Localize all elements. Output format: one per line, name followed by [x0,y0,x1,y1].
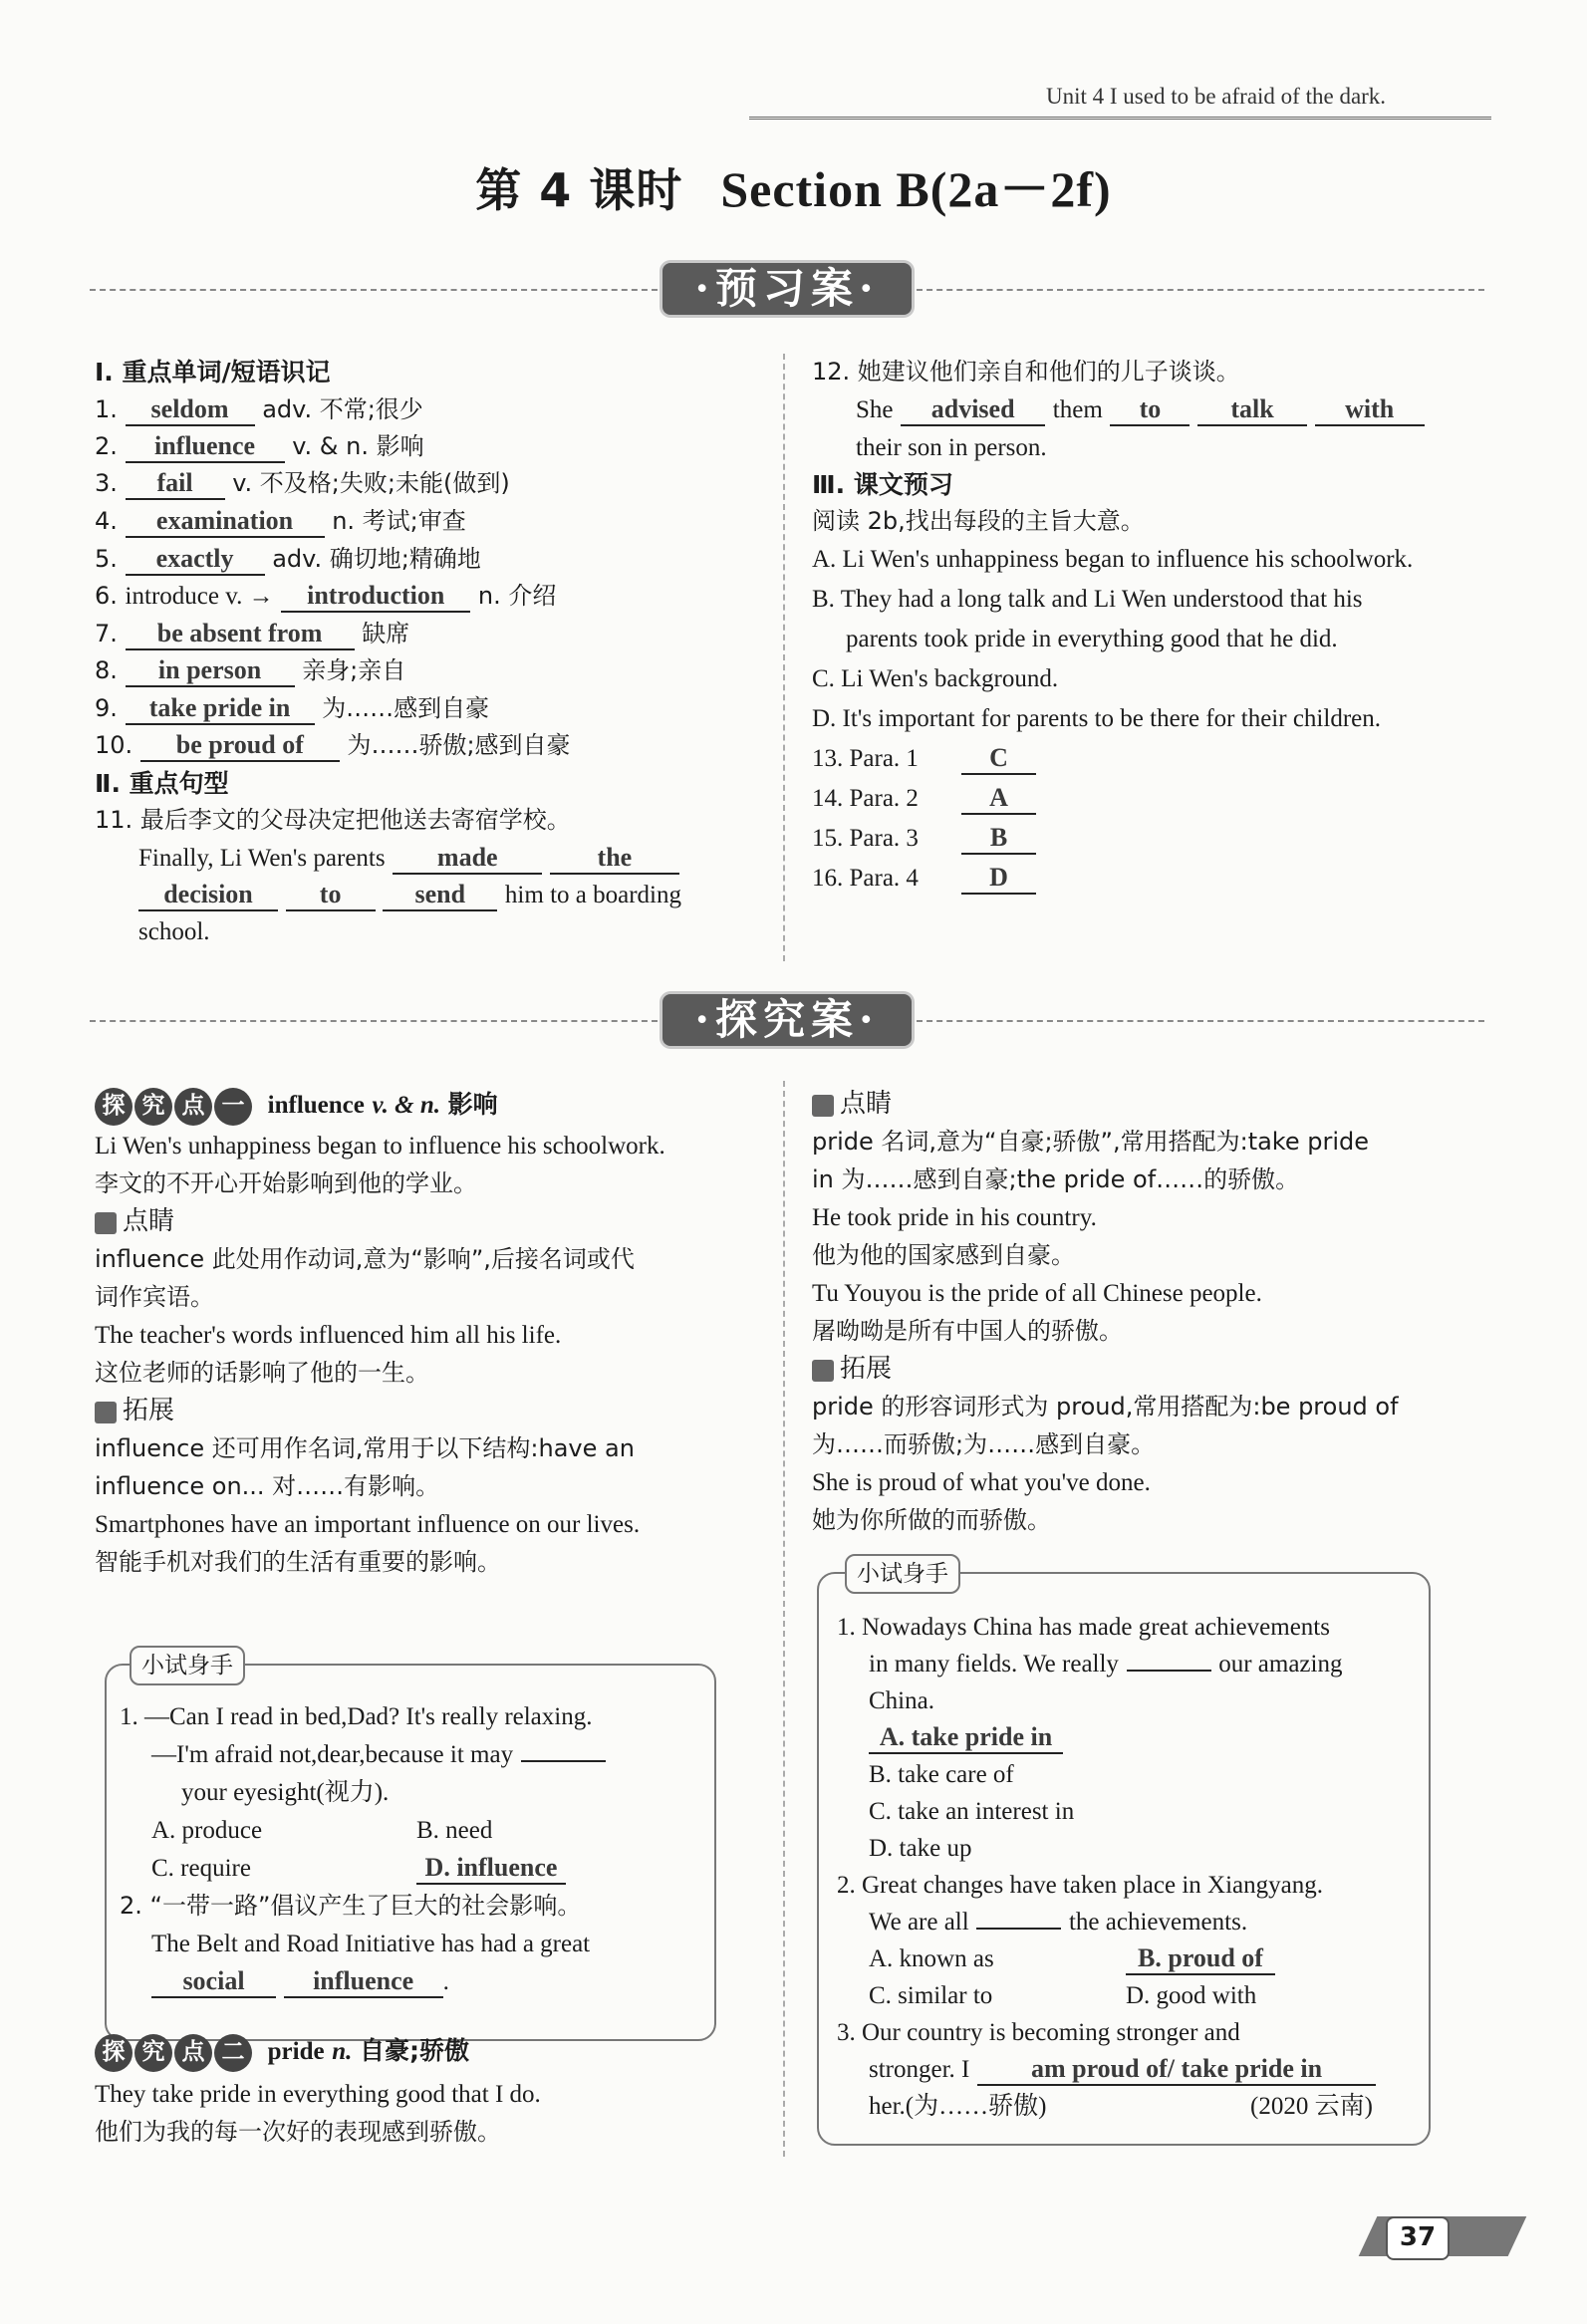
question-answer: social influence . [151,1963,449,2000]
example-en: They take pride in everything good that I do. [95,2081,541,2108]
q11-line3: school. [138,918,210,945]
page-number: 37 [1386,2216,1450,2260]
pencil-icon [95,1402,117,1423]
section-3-title: Ⅲ. 课文预习 [812,470,953,499]
extension-text: 为……而骄傲;为……感到自豪。 [812,1430,1156,1458]
tip-text: pride 名词,意为“自豪;骄傲”,常用搭配为:take pride [812,1128,1370,1156]
tip-example-zh: 这位老师的话影响了他的一生。 [95,1359,429,1387]
vocab-item: 2. influence v. & n. 影响 [95,428,424,465]
explore-banner: ·探究案· [662,994,912,1046]
answer-blank: fail [126,468,225,500]
vocab-item: 3. fail v. 不及格;失败;未能(做到) [95,465,510,502]
vocab-item: 10. be proud of 为……骄傲;感到自豪 [95,727,571,764]
tip-text: in 为……感到自豪;the pride of……的骄傲。 [812,1165,1300,1193]
column-divider-top [783,354,785,961]
answer-blank: influence [126,431,285,463]
answer-blank: send [383,880,497,911]
question-text: The Belt and Road Initiative has had a great [151,1931,591,1957]
extension-text: influence 还可用作名词,常用于以下结构:have an [95,1434,635,1462]
answer-blank [976,1928,1061,1930]
answer-blank: influence [284,1966,443,1998]
q12-line1: She advised them to talk with [856,391,1425,428]
key-point-1-heading: 探 究 点 一 influence v. & n. 影响 [95,1086,498,1126]
vocab-item: 5. exactly adv. 确切地;精确地 [95,541,481,578]
example-zh: 李文的不开心开始影响到他的学业。 [95,1169,477,1197]
question-text: in many fields. We really our amazing [869,1651,1343,1678]
section-1-title: Ⅰ. 重点单词/短语识记 [95,358,331,387]
key-point-2-heading: 探 究 点 二 pride n. 自豪;骄傲 [95,2032,469,2072]
answer-blank: B [961,823,1036,855]
practice-tab: 小试身手 [130,1646,245,1685]
extension-heading: 拓展 [812,1351,892,1388]
answer-blank: C [961,743,1036,775]
extension-text: pride 的形容词形式为 proud,常用搭配为:be proud of [812,1393,1399,1420]
answer-blank: examination [126,506,325,538]
q12-prompt: 12. 她建议他们亲自和他们的儿子谈谈。 [812,358,1240,386]
extension-text: influence on... 对……有影响。 [95,1472,440,1500]
vocab-item: 1. seldom adv. 不常;很少 [95,391,423,428]
answer-blank: made [393,843,542,875]
answer-blank: advised [901,394,1045,426]
option-a: A. Li Wen's unhappiness began to influence his schoolwork. [812,546,1414,573]
tip-text: 词作宾语。 [95,1283,214,1311]
header-rule [749,117,1491,120]
vocab-item: 6. introduce v. → introduction n. 介绍 [95,578,556,615]
example-en: Tu Youyou is the pride of all Chinese people. [812,1280,1262,1307]
q11-line1: Finally, Li Wen's parents made the [138,840,679,877]
para-item: 13. Para. 1 C [812,740,1036,777]
question-text: 3. Our country is becoming stronger and [837,2019,1240,2046]
extension-example-en: She is proud of what you've done. [812,1469,1151,1496]
option-b-cont: parents took pride in everything good that he did. [846,626,1338,652]
unit-header: Unit 4 I used to be afraid of the dark. [1046,84,1387,109]
question-text: —I'm afraid not,dear,because it may [151,1736,606,1773]
practice-tab: 小试身手 [845,1554,960,1594]
para-item: 16. Para. 4 D [812,860,1036,897]
tip-heading: 点睛 [95,1203,174,1240]
answer-blank: A [961,783,1036,815]
page-title [0,149,1587,221]
correct-option: D. influence [416,1850,566,1887]
option: D. take up [869,1835,972,1862]
correct-option: A. take pride in [869,1719,1063,1756]
tip-heading: 点睛 [812,1086,892,1123]
tip-example-en: The teacher's words influenced him all his life. [95,1322,562,1349]
answer-blank: talk [1197,394,1307,426]
example-zh: 屠呦呦是所有中国人的骄傲。 [812,1317,1123,1345]
question-text: stronger. I am proud of/ take pride in [869,2051,1376,2088]
answer-blank: take pride in [126,693,315,725]
key-point-badge: 探 究 点 二 [95,2034,252,2072]
answer-blank: exactly [126,544,265,576]
answer-blank: seldom [126,394,255,426]
extension-example-zh: 智能手机对我们的生活有重要的影响。 [95,1548,501,1576]
question-text: her.(为……骄傲) [869,2093,1047,2120]
option: B. take care of [869,1761,1014,1788]
answer-blank: with [1315,394,1425,426]
option: A. produce [151,1817,263,1844]
title-zh: 第 4 课时 [475,163,683,217]
pointer-icon [95,1212,117,1234]
vocab-item: 8. in person 亲身;亲自 [95,652,405,689]
question-text: 1. Nowadays China has made great achievements [837,1614,1330,1641]
banner-right-rule [917,289,1484,291]
question-source: (2020 云南) [1250,2093,1373,2120]
question-text: your eyesight(视力). [181,1779,390,1806]
banner-left-rule [90,1020,658,1022]
question-text: We are all the achievements. [869,1909,1248,1936]
column-divider-bottom [783,1081,785,2157]
question-text: 2. Great changes have taken place in Xiangyang. [837,1872,1323,1899]
tip-text: influence 此处用作动词,意为“影响”,后接名词或代 [95,1245,635,1273]
q12-line2: their son in person. [856,434,1047,461]
correct-option: B. proud of [1126,1940,1275,1977]
question-text: 2. “一带一路”倡议产生了巨大的社会影响。 [120,1892,582,1920]
answer-blank [521,1760,606,1762]
answer-blank: be proud of [140,730,340,762]
vocab-item: 7. be absent from 缺席 [95,616,409,652]
answer-blank: to [1110,394,1190,426]
option-b: B. They had a long talk and Li Wen understood that his [812,586,1363,613]
q11-line2: decision to send him to a boarding [138,877,681,913]
section-2-title: Ⅱ. 重点句型 [95,769,229,798]
option: C. similar to [869,1982,993,2009]
page-number-tab [1368,2216,1497,2256]
question-text: 1. —Can I read in bed,Dad? It's really relaxing. [120,1703,593,1730]
title-en: Section B(2a－2f) [720,161,1112,217]
extension-heading: 拓展 [95,1393,174,1429]
option-c: C. Li Wen's background. [812,665,1059,692]
banner-left-rule [90,289,658,291]
answer-blank: am proud of/ take pride in [977,2054,1376,2086]
banner-right-rule [917,1020,1484,1022]
answer-blank: be absent from [126,619,355,650]
answer-blank [1127,1670,1211,1672]
answer-blank: decision [138,880,278,911]
extension-example-zh: 她为你所做的而骄傲。 [812,1506,1051,1534]
q11-prompt: 11. 最后李文的父母决定把他送去寄宿学校。 [95,806,571,834]
option: A. known as [869,1945,994,1972]
option: D. good with [1126,1982,1257,2009]
answer-blank: D [961,863,1036,895]
option: C. take an interest in [869,1798,1075,1825]
vocab-item: 4. examination n. 考试;审查 [95,503,466,540]
para-item: 15. Para. 3 B [812,820,1036,857]
answer-blank: introduction [281,581,470,613]
example-en: He took pride in his country. [812,1204,1097,1231]
answer-blank: to [286,880,376,911]
question-text: China. [869,1687,934,1714]
option: B. need [416,1817,493,1844]
pointer-icon [812,1095,834,1117]
pencil-icon [812,1360,834,1382]
example-zh: 他们为我的每一次好的表现感到骄傲。 [95,2118,501,2146]
example-en: Li Wen's unhappiness began to influence his schoolwork. [95,1133,665,1160]
answer-blank: social [151,1966,276,1998]
extension-example-en: Smartphones have an important influence on our lives. [95,1511,641,1538]
answer-blank: in person [126,655,295,687]
section-3-intro: 阅读 2b,找出每段的主旨大意。 [812,507,1145,535]
option-d: D. It's important for parents to be there for their children. [812,705,1381,732]
answer-blank: the [550,843,679,875]
option: C. require [151,1855,251,1882]
key-point-badge: 探 究 点 一 [95,1088,252,1126]
example-zh: 他为他的国家感到自豪。 [812,1241,1075,1269]
vocab-item: 9. take pride in 为……感到自豪 [95,690,489,727]
para-item: 14. Para. 2 A [812,780,1036,817]
preview-banner: ·预习案· [662,263,912,315]
